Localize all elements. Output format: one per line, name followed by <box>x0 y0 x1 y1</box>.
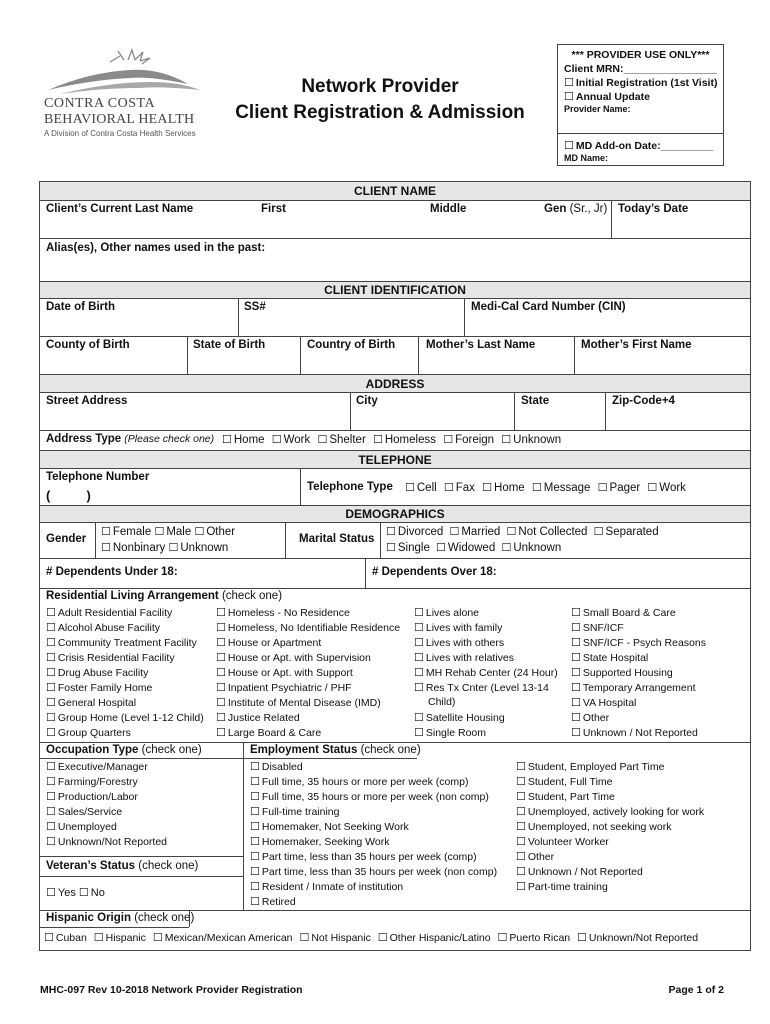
state-of-birth-label: State of Birth <box>193 339 266 351</box>
telephone-type-options <box>405 481 692 494</box>
middle-name-label: Middle <box>430 203 467 215</box>
living-option[interactable]: ☐ Res Tx Cnter (Level 13-14 <box>414 680 558 695</box>
employment-option[interactable]: ☐ Homemaker, Seeking Work <box>250 834 497 849</box>
logo-line3: A Division of Contra Costa Health Services <box>44 129 196 138</box>
provider-use-box <box>557 44 724 166</box>
veteran-status-label-text: Veteran’s Status <box>46 860 136 872</box>
logo-line1: CONTRA COSTA <box>44 96 156 111</box>
living-col4 <box>571 605 706 740</box>
living-option[interactable]: ☐ Homeless, No Identifiable Residence <box>216 620 400 635</box>
employment-option[interactable]: ☐ Student, Full Time <box>516 774 704 789</box>
md-name-field[interactable]: MD Name: <box>564 153 609 163</box>
gender-other-checkbox[interactable]: ☐ Other <box>194 526 235 538</box>
page-title <box>230 74 530 126</box>
employment-option[interactable]: ☐ Disabled <box>250 759 497 774</box>
living-arrangement-label-text: Residential Living Arrangement <box>46 590 219 602</box>
gender-label: Gender <box>46 533 87 545</box>
living-option[interactable]: ☐ VA Hospital <box>571 695 706 710</box>
living-option[interactable]: ☐ Supported Housing <box>571 665 706 680</box>
veteran-status-label <box>46 860 198 872</box>
living-option[interactable]: ☐ Single Room <box>414 725 558 740</box>
marital-divorced-checkbox[interactable]: ☐ Divorced <box>386 524 443 540</box>
living-option[interactable]: ☐ Alcohol Abuse Facility <box>46 620 204 635</box>
employment-col1 <box>250 759 497 909</box>
living-option[interactable]: ☐ House or Apt. with Supervision <box>216 650 400 665</box>
gender-unknown-checkbox[interactable]: ☐ Unknown <box>169 542 229 554</box>
gen-label <box>544 203 607 215</box>
gender-options <box>101 524 235 556</box>
page-number-footer: Page 1 of 2 <box>668 984 724 996</box>
living-option[interactable]: ☐ General Hospital <box>46 695 204 710</box>
living-option[interactable]: ☐ Lives with relatives <box>414 650 558 665</box>
form-number-footer: MHC-097 Rev 10-2018 Network Provider Registration <box>40 984 303 996</box>
veteran-no-checkbox[interactable]: ☐ No <box>79 887 105 899</box>
employment-option[interactable]: ☐ Volunteer Worker <box>516 834 704 849</box>
employment-option[interactable]: ☐ Student, Employed Part Time <box>516 759 704 774</box>
hispanic-cuban-checkbox[interactable]: ☐ Cuban <box>44 932 87 944</box>
employment-option[interactable]: ☐ Part-time training <box>516 879 704 894</box>
address-type-shelter-checkbox[interactable]: ☐ Shelter <box>317 433 365 446</box>
mountain-logo-icon <box>40 46 230 96</box>
address-type-home-checkbox[interactable]: ☐ Home <box>222 433 265 446</box>
street-address-label: Street Address <box>46 395 128 407</box>
living-option[interactable]: ☐ Temporary Arrangement <box>571 680 706 695</box>
hispanic-mexican-checkbox[interactable]: ☐ Mexican/Mexican American <box>153 932 293 944</box>
employment-option[interactable]: ☐ Full time, 35 hours or more per week (comp) <box>250 774 497 789</box>
employment-option[interactable]: ☐ Resident / Inmate of institution <box>250 879 497 894</box>
telephone-number-label: Telephone Number <box>46 471 150 483</box>
telephone-header: TELEPHONE <box>358 453 432 467</box>
veteran-status-hint: (check one) <box>138 860 199 872</box>
county-of-birth-label: County of Birth <box>46 339 130 351</box>
phone-work-checkbox[interactable]: ☐ Work <box>647 481 686 494</box>
employment-option[interactable]: ☐ Unemployed, actively looking for work <box>516 804 704 819</box>
hispanic-other-checkbox[interactable]: ☐ Other Hispanic/Latino <box>378 932 491 944</box>
gen-label-text: Gen <box>544 203 567 215</box>
occupation-option[interactable]: ☐ Executive/Manager <box>46 759 167 774</box>
provider-name-field[interactable]: Provider Name: <box>564 104 631 114</box>
occupation-type-hint: (check one) <box>141 744 202 756</box>
occupation-option[interactable]: ☐ Farming/Forestry <box>46 774 167 789</box>
city-label: City <box>356 395 378 407</box>
living-option[interactable]: ☐ Unknown / Not Reported <box>571 725 706 740</box>
living-option[interactable]: ☐ Group Quarters <box>46 725 204 740</box>
phone-pager-checkbox[interactable]: ☐ Pager <box>598 481 641 494</box>
veteran-yes-checkbox[interactable]: ☐ Yes <box>46 887 76 899</box>
employment-option[interactable]: ☐ Student, Part Time <box>516 789 704 804</box>
living-option[interactable]: ☐ Group Home (Level 1-12 Child) <box>46 710 204 725</box>
employment-option[interactable]: ☐ Homemaker, Not Seeking Work <box>250 819 497 834</box>
living-option[interactable]: ☐ House or Apt. with Support <box>216 665 400 680</box>
client-mrn-field[interactable]: Client MRN:________________ <box>564 63 717 75</box>
gen-hint: (Sr., Jr) <box>569 203 608 215</box>
employment-option[interactable]: ☐ Retired <box>250 894 497 909</box>
living-option[interactable]: ☐ Small Board & Care <box>571 605 706 620</box>
living-arrangement-hint: (check one) <box>221 590 283 602</box>
address-type-work-checkbox[interactable]: ☐ Work <box>272 433 311 446</box>
living-option[interactable]: ☐ Foster Family Home <box>46 680 204 695</box>
dependents-over-18-label: # Dependents Over 18: <box>372 566 497 578</box>
mother-first-name-label: Mother’s First Name <box>581 339 692 351</box>
dob-label: Date of Birth <box>46 301 115 313</box>
phone-cell-checkbox[interactable]: ☐ Cell <box>405 481 437 494</box>
hispanic-unknown-checkbox[interactable]: ☐ Unknown/Not Reported <box>577 932 698 944</box>
occupation-option[interactable]: ☐ Unknown/Not Reported <box>46 834 167 849</box>
first-name-label: First <box>261 203 286 215</box>
marital-status-label: Marital Status <box>299 533 375 545</box>
marital-widowed-checkbox[interactable]: ☐ Widowed <box>436 540 495 556</box>
hispanic-origin-label-text: Hispanic Origin <box>46 912 131 924</box>
address-header: ADDRESS <box>365 377 425 391</box>
agency-logo <box>40 46 230 141</box>
provider-box-header: *** PROVIDER USE ONLY*** <box>571 49 710 61</box>
phone-fax-checkbox[interactable]: ☐ Fax <box>444 481 475 494</box>
employment-option[interactable]: ☐ Full time, 35 hours or more per week (non comp) <box>250 789 497 804</box>
living-option[interactable]: ☐ Lives with others <box>414 635 558 650</box>
telephone-number-input[interactable]: ( ) <box>46 488 91 503</box>
living-option[interactable]: ☐ Drug Abuse Facility <box>46 665 204 680</box>
marital-options <box>386 524 665 556</box>
address-state-label: State <box>521 395 550 407</box>
living-option[interactable]: ☐ State Hospital <box>571 650 706 665</box>
living-col2 <box>216 605 400 740</box>
address-type-hint: (Please check one) <box>124 433 215 445</box>
address-type-label <box>46 433 214 445</box>
address-type-options <box>222 433 567 446</box>
occupation-type-label-text: Occupation Type <box>46 744 139 756</box>
living-option[interactable]: ☐ Satellite Housing <box>414 710 558 725</box>
medi-cal-label: Medi-Cal Card Number (CIN) <box>471 301 626 313</box>
demographics-header: DEMOGRAPHICS <box>345 507 445 521</box>
marital-not-collected-checkbox[interactable]: ☐ Not Collected <box>507 524 588 540</box>
marital-separated-checkbox[interactable]: ☐ Separated <box>594 524 659 540</box>
living-option[interactable]: ☐ MH Rehab Center (24 Hour) <box>414 665 558 680</box>
living-option[interactable]: ☐ Community Treatment Facility <box>46 635 204 650</box>
marital-single-checkbox[interactable]: ☐ Single <box>386 540 430 556</box>
living-col1 <box>46 605 204 740</box>
living-option[interactable]: ☐ Adult Residential Facility <box>46 605 204 620</box>
occupation-type-label <box>46 744 202 756</box>
living-col3 <box>414 605 558 740</box>
address-type-homeless-checkbox[interactable]: ☐ Homeless <box>373 433 436 446</box>
client-name-header: CLIENT NAME <box>354 184 436 198</box>
gender-nonbinary-checkbox[interactable]: ☐ Nonbinary <box>101 542 165 554</box>
md-addon-date-field[interactable]: ☐ MD Add-on Date:_________ <box>564 139 713 152</box>
living-option[interactable]: ☐ Crisis Residential Facility <box>46 650 204 665</box>
phone-message-checkbox[interactable]: ☐ Message <box>532 481 591 494</box>
employment-option[interactable]: ☐ Other <box>516 849 704 864</box>
hispanic-options <box>44 931 698 944</box>
gender-female-checkbox[interactable]: ☐ Female <box>101 526 151 538</box>
employment-option[interactable]: ☐ Unknown / Not Reported <box>516 864 704 879</box>
occupation-option[interactable]: ☐ Unemployed <box>46 819 167 834</box>
address-type-label-text: Address Type <box>46 433 122 445</box>
employment-status-label <box>250 744 421 756</box>
employment-col2 <box>516 759 704 894</box>
initial-registration-checkbox[interactable]: ☐ Initial Registration (1st Visit) <box>564 76 723 89</box>
employment-status-hint: (check one) <box>360 744 421 756</box>
ssn-label: SS# <box>244 301 266 313</box>
hispanic-origin-hint: (check one) <box>134 912 195 924</box>
client-identification-header: CLIENT IDENTIFICATION <box>324 283 466 297</box>
employment-option[interactable]: ☐ Unemployed, not seeking work <box>516 819 704 834</box>
marital-married-checkbox[interactable]: ☐ Married <box>449 524 500 540</box>
employment-status-label-text: Employment Status <box>250 744 358 756</box>
living-option[interactable]: ☐ Inpatient Psychiatric / PHF <box>216 680 400 695</box>
address-type-unknown-checkbox[interactable]: ☐ Unknown <box>501 433 561 446</box>
employment-option[interactable]: ☐ Full-time training <box>250 804 497 819</box>
employment-option[interactable]: ☐ Part time, less than 35 hours per week (comp) <box>250 849 497 864</box>
hispanic-not-hispanic-checkbox[interactable]: ☐ Not Hispanic <box>299 932 370 944</box>
phone-home-checkbox[interactable]: ☐ Home <box>482 481 525 494</box>
alias-label: Alias(es), Other names used in the past: <box>46 242 266 254</box>
living-option[interactable]: ☐ Large Board & Care <box>216 725 400 740</box>
living-option[interactable]: ☐ SNF/ICF - Psych Reasons <box>571 635 706 650</box>
living-option[interactable]: ☐ Lives alone <box>414 605 558 620</box>
living-option[interactable]: ☐ Homeless - No Residence <box>216 605 400 620</box>
living-option[interactable]: ☐ Lives with family <box>414 620 558 635</box>
living-option[interactable]: ☐ SNF/ICF <box>571 620 706 635</box>
todays-date-label: Today’s Date <box>618 203 689 215</box>
telephone-type-label: Telephone Type <box>307 481 393 493</box>
logo-line2: BEHAVIORAL HEALTH <box>44 112 195 127</box>
title-line1: Network Provider <box>301 76 459 97</box>
occupation-list <box>46 759 167 849</box>
zip-code-label: Zip-Code+4 <box>612 395 675 407</box>
annual-update-checkbox[interactable]: ☐ Annual Update <box>564 90 723 103</box>
living-option[interactable]: ☐ Institute of Mental Disease (IMD) <box>216 695 400 710</box>
living-option[interactable]: ☐ Other <box>571 710 706 725</box>
last-name-label: Client’s Current Last Name <box>46 203 194 215</box>
marital-unknown-checkbox[interactable]: ☐ Unknown <box>501 540 561 556</box>
gender-male-checkbox[interactable]: ☐ Male <box>154 526 191 538</box>
title-line2: Client Registration & Admission <box>235 102 525 123</box>
address-type-foreign-checkbox[interactable]: ☐ Foreign <box>443 433 494 446</box>
occupation-option[interactable]: ☐ Sales/Service <box>46 804 167 819</box>
living-option[interactable]: ☐ House or Apartment <box>216 635 400 650</box>
hispanic-origin-label <box>46 912 194 924</box>
hispanic-puerto-rican-checkbox[interactable]: ☐ Puerto Rican <box>498 932 571 944</box>
living-option-continuation: Child) <box>428 696 456 708</box>
living-arrangement-label <box>46 590 282 602</box>
occupation-option[interactable]: ☐ Production/Labor <box>46 789 167 804</box>
veteran-options <box>46 886 105 899</box>
employment-option[interactable]: ☐ Part time, less than 35 hours per week (non comp) <box>250 864 497 879</box>
dependents-under-18-label: # Dependents Under 18: <box>46 566 178 578</box>
hispanic-hispanic-checkbox[interactable]: ☐ Hispanic <box>94 932 146 944</box>
mother-last-name-label: Mother’s Last Name <box>426 339 536 351</box>
living-option[interactable]: ☐ Justice Related <box>216 710 400 725</box>
country-of-birth-label: Country of Birth <box>307 339 396 351</box>
